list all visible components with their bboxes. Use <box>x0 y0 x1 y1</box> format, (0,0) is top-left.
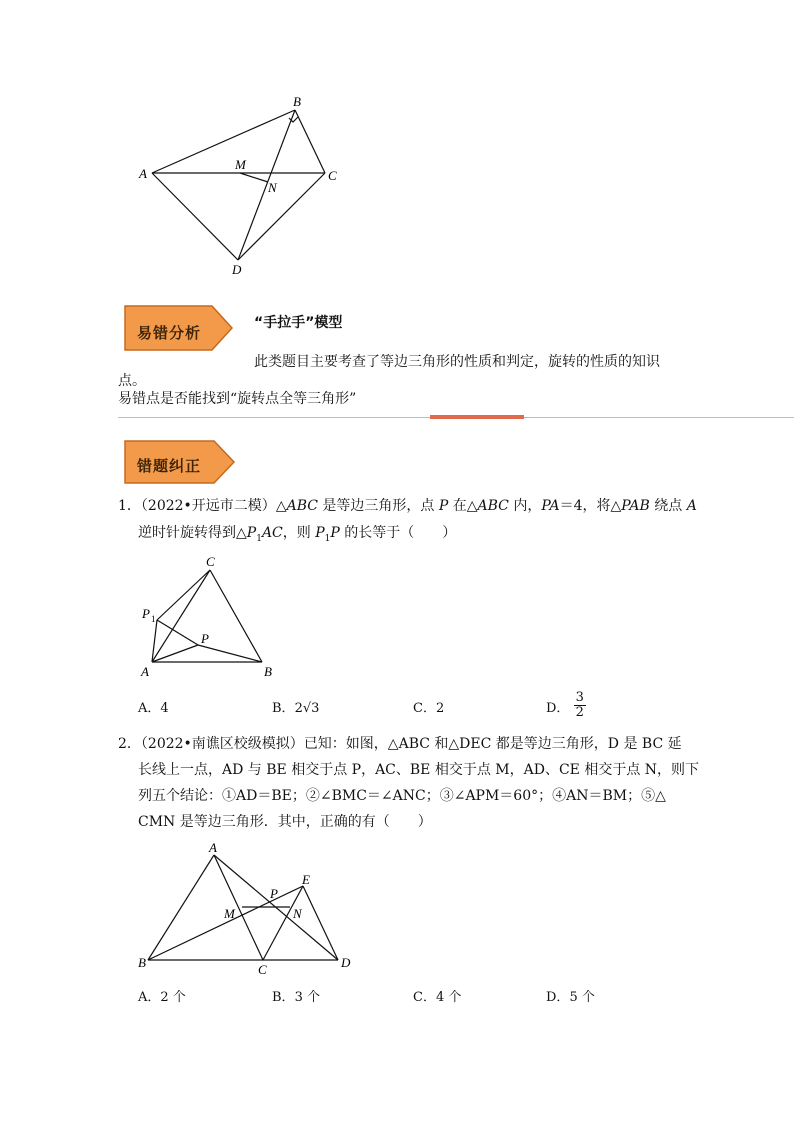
q2-line-1 <box>118 731 682 757</box>
seg-MN <box>240 173 268 182</box>
q2-text-1: 已知：如图，△ABC 和△DEC 都是等边三角形，D 是 BC 延 <box>303 736 682 752</box>
option-value: 4 <box>160 701 169 716</box>
q1-option-d[interactable] <box>546 690 586 720</box>
option-key: A． <box>138 701 161 716</box>
q1-source: （2022•开远市二模） <box>140 498 276 514</box>
q1-text: 绕点 <box>649 498 687 514</box>
q2-label-E: E <box>302 872 310 887</box>
q1-line-2 <box>138 520 456 552</box>
option-value: 2 个 <box>160 990 186 1005</box>
q1-number: 1． <box>118 498 141 514</box>
seg-BC <box>295 110 325 173</box>
q1-options <box>138 690 738 727</box>
q1-var: ABC <box>477 498 509 514</box>
q2-option-b[interactable] <box>272 986 320 1005</box>
q2-option-d[interactable] <box>546 986 595 1005</box>
q1-var: P <box>315 525 325 541</box>
q2-source: （2022•南谯区校级模拟） <box>140 736 304 752</box>
option-key: B． <box>272 701 295 716</box>
seg-AP <box>152 645 198 662</box>
q1-var: ABC <box>286 498 318 514</box>
q2-option-a[interactable] <box>138 986 186 1005</box>
q1-text: 在△ <box>448 498 478 514</box>
q1-label-C: C <box>206 554 215 569</box>
q2-number: 2． <box>118 736 141 752</box>
q2-label-A: A <box>209 840 217 855</box>
q1-text: 内， <box>508 498 542 514</box>
q1-label-P1: P <box>142 606 150 621</box>
option-key: D． <box>546 990 570 1005</box>
q1-option-b[interactable] <box>272 697 319 716</box>
q1-var: P <box>330 525 340 541</box>
q1-var: A <box>686 498 697 514</box>
option-key: C． <box>413 701 436 716</box>
fig1-label-D: D <box>232 262 242 277</box>
seg-CE <box>263 886 303 960</box>
q1-text: 逆时针旋转得到△ <box>138 525 247 541</box>
seg-BD <box>238 110 295 260</box>
option-key: C． <box>413 990 436 1005</box>
fraction-numerator: 3 <box>575 690 584 705</box>
q2-label-N: N <box>293 906 302 921</box>
seg-AB <box>152 110 295 173</box>
analysis-line-3: 易错点是否能找到“旋转点全等三角形” <box>118 391 357 407</box>
analysis-line-1: 此类题目主要考查了等边三角形的性质和判定，旋转的性质的知识 <box>254 354 660 370</box>
option-value: 3 个 <box>294 990 320 1005</box>
q2-label-M: M <box>224 906 235 921</box>
q1-text: ＝4，将△ <box>559 498 622 514</box>
option-value: 5 个 <box>569 990 595 1005</box>
q1-option-a[interactable] <box>138 697 169 716</box>
q1-line-1 <box>118 493 697 519</box>
q1-var: PA <box>541 498 560 514</box>
q2-line-2: 长线上一点，AD 与 BE 相交于点 P，AC、BE 相交于点 M，AD、CE 相交于点 N，则下 <box>138 762 700 778</box>
seg-AD <box>152 173 238 260</box>
seg-ED <box>303 886 338 960</box>
q2-label-D: D <box>341 955 351 970</box>
seg-P1P <box>157 620 198 645</box>
q1-var: AC <box>261 525 283 541</box>
q1-text: 的长等于（ ） <box>339 525 457 541</box>
fig1-label-A: A <box>139 166 147 181</box>
fraction-denominator: 2 <box>575 705 584 720</box>
analysis-line-2: 点。 <box>118 373 146 389</box>
q2-label-C: C <box>258 962 267 977</box>
correction-badge-label: 错题纠正 <box>137 457 202 475</box>
seg-BC <box>210 570 262 662</box>
analysis-badge-label: 易错分析 <box>137 324 202 342</box>
seg-PB <box>198 645 262 662</box>
q2-label-P: P <box>270 886 278 901</box>
section-divider-accent <box>430 415 524 419</box>
model-title: “手拉手”模型 <box>254 315 343 331</box>
q1-label-P: P <box>201 631 209 646</box>
q1-sub: 1 <box>324 533 331 544</box>
option-value: 4 个 <box>435 990 462 1005</box>
fraction <box>574 691 586 720</box>
q2-line-4: CMN 是等边三角形．其中，正确的有（ ） <box>138 814 432 830</box>
q2-line-3: 列五个结论：①AD＝BE；②∠BMC＝∠ANC；③∠APM＝60°；④AN＝BM；⑤△ <box>138 788 666 804</box>
q1-text: 是等边三角形，点 <box>317 498 439 514</box>
q1-text: ，则 <box>282 525 316 541</box>
figure-quadrilateral <box>130 90 350 280</box>
fig1-label-B: B <box>293 94 301 109</box>
q2-label-B: B <box>138 955 146 970</box>
q1-text: △ <box>275 498 287 514</box>
figure-q1-triangle <box>135 550 285 685</box>
q1-label-A: A <box>141 664 149 679</box>
q2-option-c[interactable] <box>413 986 461 1005</box>
option-value: 2√3 <box>294 701 320 716</box>
figure-q2-triangles <box>132 838 357 978</box>
q1-label-B: B <box>264 664 272 679</box>
q1-label-P1-sub: 1 <box>151 614 156 624</box>
seg-CD <box>238 173 325 260</box>
q1-var: PAB <box>621 498 650 514</box>
option-key: A． <box>138 990 161 1005</box>
fig1-label-N: N <box>268 180 277 195</box>
q1-var: P <box>246 525 257 541</box>
q1-sub: 1 <box>256 533 262 544</box>
q1-option-c[interactable] <box>413 697 444 716</box>
option-key: D． <box>546 701 570 716</box>
fig1-label-M: M <box>235 157 246 172</box>
q1-var: P <box>438 498 449 514</box>
option-value: 2 <box>435 701 445 716</box>
fig1-label-C: C <box>328 168 337 183</box>
q2-options <box>138 986 738 1010</box>
option-key: B． <box>272 990 295 1005</box>
